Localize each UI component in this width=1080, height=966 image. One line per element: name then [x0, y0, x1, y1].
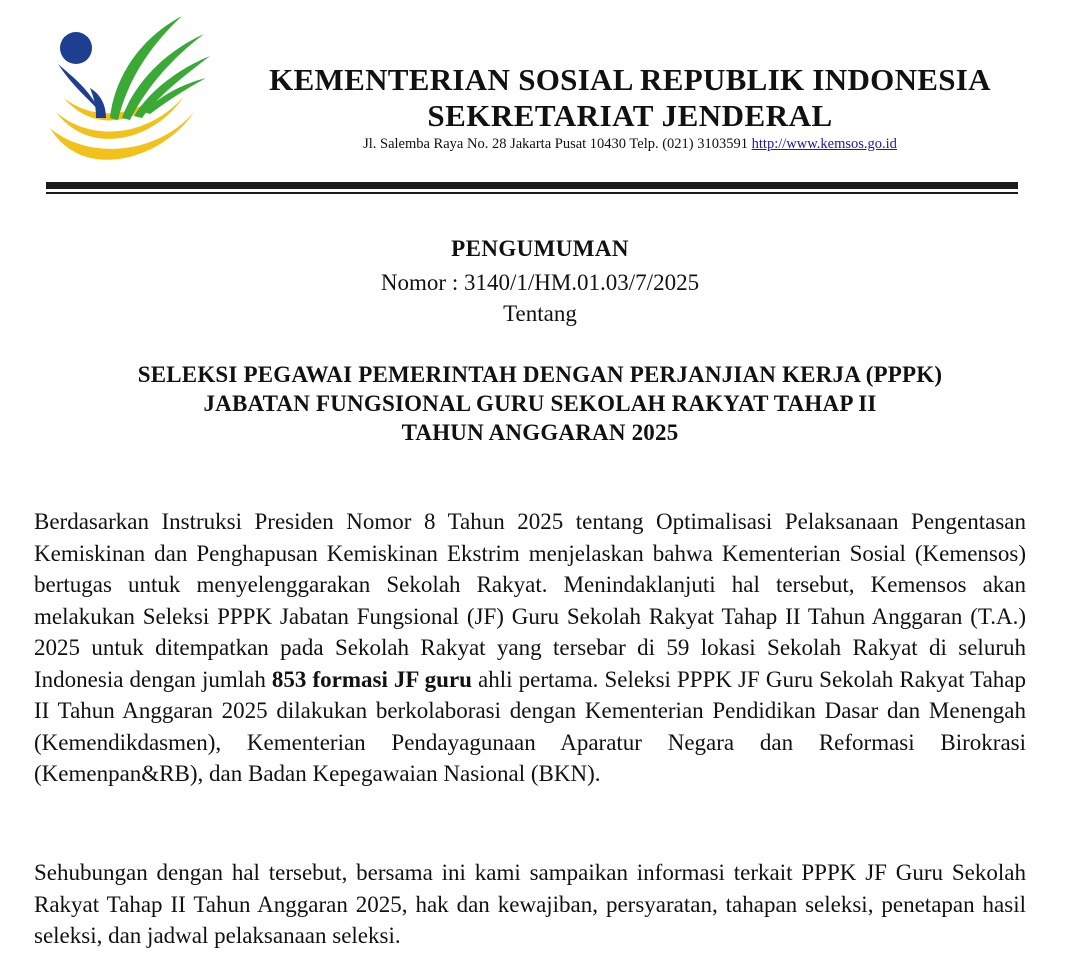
organization-name: KEMENTERIAN SOSIAL REPUBLIK INDONESIA	[269, 62, 991, 97]
address-line	[240, 136, 1020, 153]
subject-line: TAHUN ANGGARAN 2025	[401, 420, 679, 445]
paragraph-1-text-cont: ahli pertama. Seleksi PPPK JF Guru Sekolah Rakyat Tahap II Tahun Anggaran 2025 dilakukan berkolaborasi dengan Kementerian Pendidikan Dasar dan Menengah (Kemendikdasmen), Kementerian Pendayagunaan Aparatur Negara dan Reformasi Birokrasi (Kemenpan&RB), dan Badan Kepegawaian Nasional (BKN).	[34, 666, 1027, 786]
announcement-title: PENGUMUMAN	[451, 236, 629, 261]
letterhead	[240, 62, 1020, 134]
letterhead-rule-thick	[46, 182, 1018, 189]
kemensos-logo	[44, 8, 214, 180]
announcement-about: Tentang	[503, 301, 577, 326]
announcement-subject	[0, 360, 1080, 447]
website-link[interactable]: http://www.kemsos.go.id	[751, 136, 897, 152]
address-text: Jl. Salemba Raya No. 28 Jakarta Pusat 10430 Telp. (021) 3103591	[363, 136, 749, 152]
paragraph-1-text: Berdasarkan Instruksi Presiden Nomor 8 Tahun 2025 tentang Optimalisasi Pelaksanaan Pengentasan Kemiskinan dan Penghapusan Kemiskinan Ekstrim menjelaskan bahwa Kementerian Sosial (Kemensos) bertugas untuk menyelenggarakan Sekolah Rakyat. Menindaklanjuti hal tersebut, Kemensos akan melakukan Seleksi PPPK Jabatan Fungsional (JF) Guru Sekolah Rakyat Tahap II Tahun Anggaran (T.A.) 2025 untuk ditempatkan pada Sekolah Rakyat yang tersebar di 59 lokasi Sekolah Rakyat di seluruh Indonesia dengan jumlah	[34, 509, 1026, 692]
subject-line: SELEKSI PEGAWAI PEMERINTAH DENGAN PERJANJIAN KERJA (PPPK)	[137, 362, 943, 387]
subject-line: JABATAN FUNGSIONAL GURU SEKOLAH RAKYAT TAHAP II	[203, 391, 877, 416]
organization-unit: SEKRETARIAT JENDERAL	[427, 98, 833, 133]
paragraph-2: Sehubungan dengan hal tersebut, bersama ini kami sampaikan informasi terkait PPPK JF Guru Sekolah Rakyat Tahap II Tahun Anggaran 2025, hak dan kewajiban, persyaratan, tahapan seleksi, penetapan hasil seleksi, dan jadwal pelaksanaan seleksi.	[34, 860, 1026, 948]
announcement-number: Nomor : 3140/1/HM.01.03/7/2025	[380, 270, 700, 295]
formation-count: 853 formasi JF guru	[271, 666, 472, 692]
letterhead-rule-thin	[46, 192, 1018, 194]
paragraph-1	[34, 506, 1026, 790]
